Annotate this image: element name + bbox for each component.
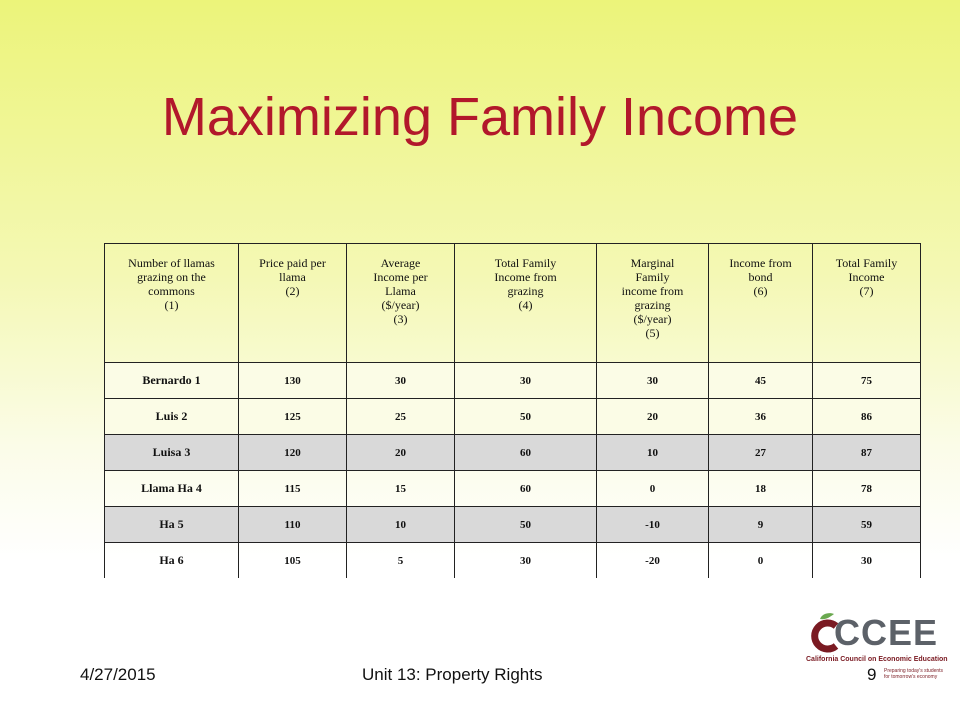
table-cell: 30 xyxy=(455,543,597,579)
table-row xyxy=(105,471,921,507)
table-cell: 115 xyxy=(239,471,347,507)
table-cell: 120 xyxy=(239,435,347,471)
table-cell: 30 xyxy=(347,363,455,399)
table-cell: 75 xyxy=(813,363,921,399)
table-cell: Luis 2 xyxy=(105,399,239,435)
table-cell: 60 xyxy=(455,435,597,471)
logo-wordmark: CCEE xyxy=(834,612,939,653)
table-cell: Ha 6 xyxy=(105,543,239,579)
table-header-row xyxy=(105,244,921,363)
footer-date: 4/27/2015 xyxy=(80,665,156,684)
table-cell: Bernardo 1 xyxy=(105,363,239,399)
table-cell: 110 xyxy=(239,507,347,543)
table-cell: 20 xyxy=(597,399,709,435)
table-cell: 9 xyxy=(709,507,813,543)
table-row xyxy=(105,507,921,543)
table-cell: 10 xyxy=(347,507,455,543)
header-price-per-llama: Price paid per llama (2) xyxy=(239,244,347,363)
logo-tagline: Preparing today's students for tomorrow's economy xyxy=(884,668,944,680)
logo-subtitle: California Council on Economic Education xyxy=(806,656,948,663)
table-cell: 60 xyxy=(455,471,597,507)
table-row xyxy=(105,435,921,471)
table-cell: Llama Ha 4 xyxy=(105,471,239,507)
table-row xyxy=(105,399,921,435)
table-cell: Luisa 3 xyxy=(105,435,239,471)
header-total-grazing-income: Total Family Income from grazing (4) xyxy=(455,244,597,363)
table-cell: 30 xyxy=(597,363,709,399)
table-cell: 20 xyxy=(347,435,455,471)
table-cell: 15 xyxy=(347,471,455,507)
table-cell: 125 xyxy=(239,399,347,435)
header-marginal-income: Marginal Family income from grazing ($/year) (5) xyxy=(597,244,709,363)
table-cell: 130 xyxy=(239,363,347,399)
table-cell: 30 xyxy=(455,363,597,399)
header-bond-income: Income from bond (6) xyxy=(709,244,813,363)
table-cell: 45 xyxy=(709,363,813,399)
header-number-of-llamas: Number of llamas grazing on the commons (1) xyxy=(105,244,239,363)
table-cell: Ha 5 xyxy=(105,507,239,543)
table-cell: 18 xyxy=(709,471,813,507)
table-cell: 25 xyxy=(347,399,455,435)
table-cell: 5 xyxy=(347,543,455,579)
table-cell: 59 xyxy=(813,507,921,543)
table-cell: 50 xyxy=(455,507,597,543)
table-cell: 30 xyxy=(813,543,921,579)
table-cell: 50 xyxy=(455,399,597,435)
llama-income-table xyxy=(104,243,921,578)
header-total-family-income: Total Family Income (7) xyxy=(813,244,921,363)
table-row xyxy=(105,543,921,579)
table-cell: 0 xyxy=(597,471,709,507)
table-cell: 0 xyxy=(709,543,813,579)
table-cell: 10 xyxy=(597,435,709,471)
table-row xyxy=(105,363,921,399)
table-cell: -20 xyxy=(597,543,709,579)
table-cell: -10 xyxy=(597,507,709,543)
header-average-income: Average Income per Llama ($/year) (3) xyxy=(347,244,455,363)
table-cell: 78 xyxy=(813,471,921,507)
ccee-logo xyxy=(806,612,948,686)
table-cell: 36 xyxy=(709,399,813,435)
footer-unit: Unit 13: Property Rights xyxy=(362,665,543,684)
page-number: 9 xyxy=(867,665,877,684)
table-cell: 27 xyxy=(709,435,813,471)
slide-title: Maximizing Family Income xyxy=(161,87,799,147)
table-cell: 105 xyxy=(239,543,347,579)
table-cell: 86 xyxy=(813,399,921,435)
table-cell: 87 xyxy=(813,435,921,471)
